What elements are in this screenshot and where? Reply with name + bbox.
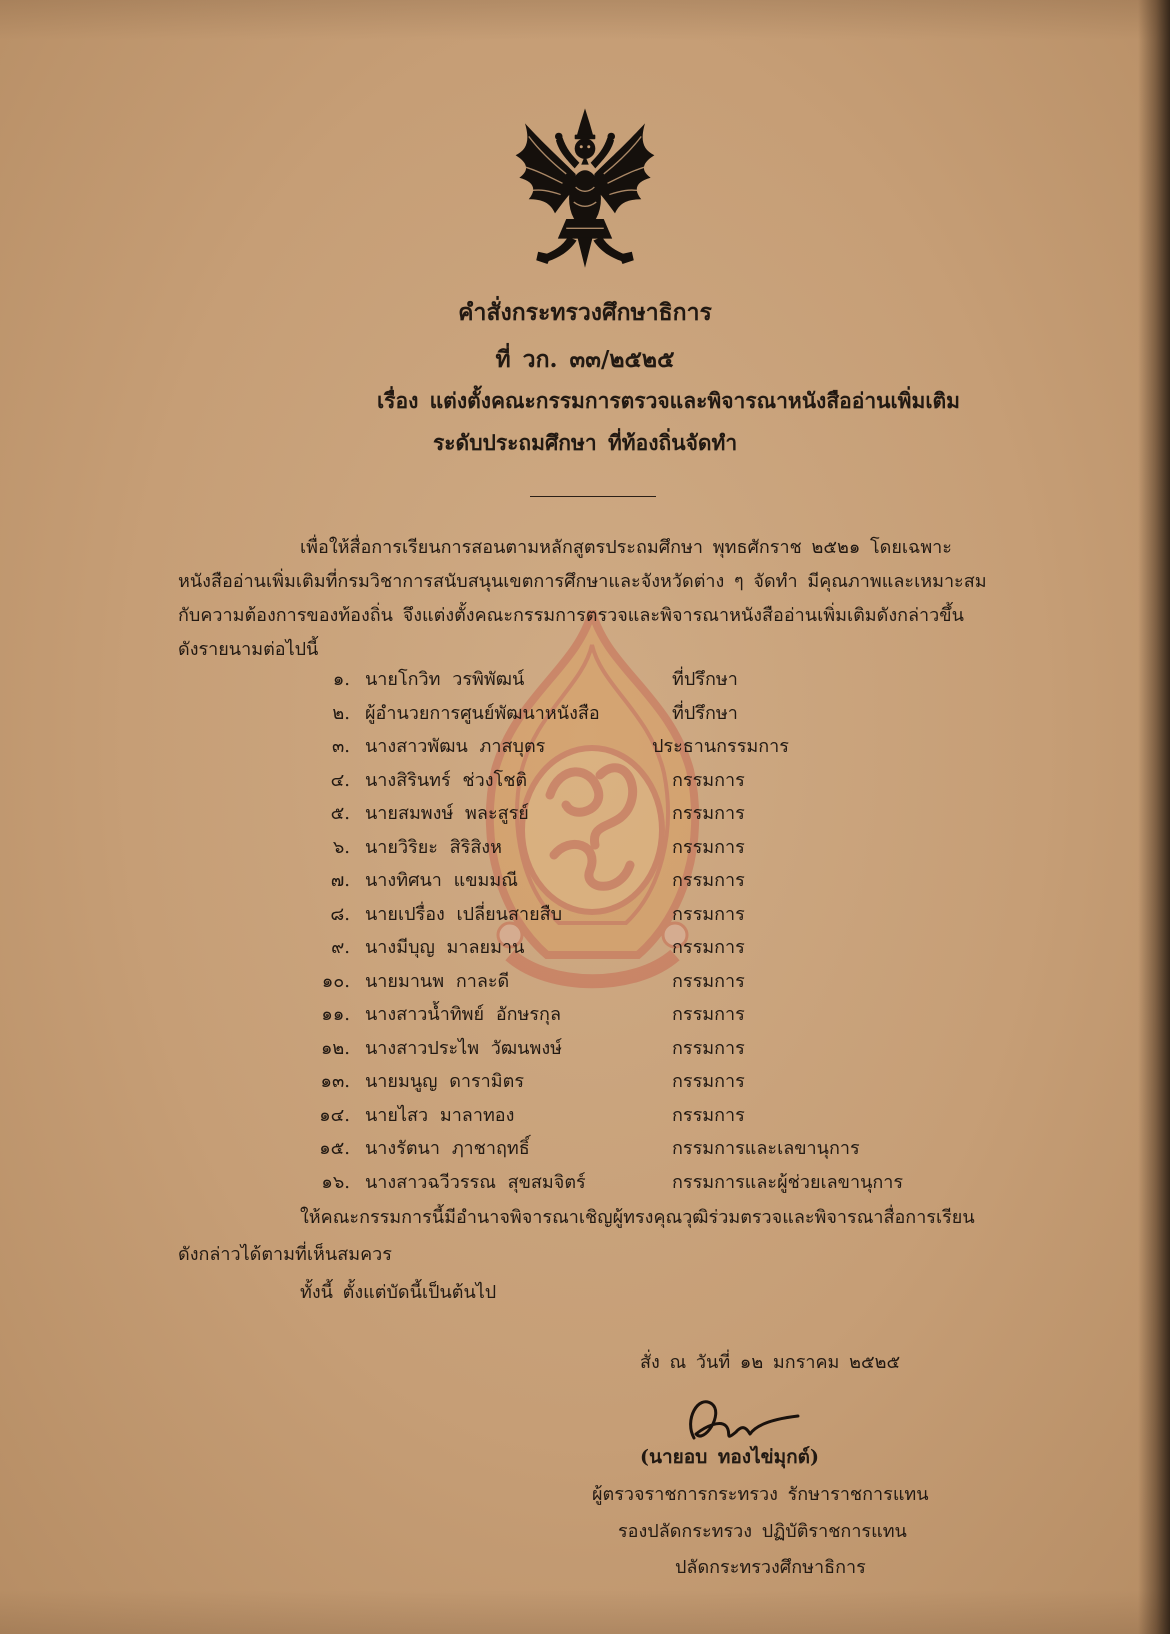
member-name: นางสาวฉวีวรรณ สุขสมจิตร์ bbox=[365, 1171, 586, 1193]
header-divider bbox=[530, 496, 656, 497]
subject-text-1: แต่งตั้งคณะกรรมการตรวจและพิจารณาหนังสืออ่านเพิ่มเติม bbox=[429, 388, 961, 413]
member-name: นางสาวน้ำทิพย์ อักษรกุล bbox=[365, 1004, 561, 1025]
signatory-title-2: รองปลัดกระทรวง ปฏิบัติราชการแทน bbox=[618, 1521, 907, 1542]
member-name: นางสิรินทร์ ช่วงโชติ bbox=[365, 769, 528, 791]
member-row bbox=[0, 900, 1170, 934]
closing-line-3: ทั้งนี้ ตั้งแต่บัดนี้เป็นต้นไป bbox=[300, 1282, 497, 1303]
member-name: นางสาวพัฒน ภาสบุตร bbox=[365, 736, 546, 757]
member-role: กรรมการ bbox=[672, 1104, 745, 1126]
member-number: ๑๕. bbox=[319, 1138, 350, 1159]
member-name: นายเปรื่อง เปลี่ยนสายสืบ bbox=[365, 903, 563, 925]
member-name: นางสาวประไพ วัฒนพงษ์ bbox=[365, 1037, 562, 1059]
member-role: กรรมการ bbox=[672, 769, 745, 791]
signatory-title-1: ผู้ตรวจราชการกระทรวง รักษาราชการแทน bbox=[592, 1484, 929, 1505]
closing-line-1: ให้คณะกรรมการนี้มีอำนาจพิจารณาเชิญผู้ทรงคุณวุฒิร่วมตรวจและพิจารณาสื่อการเรียน bbox=[300, 1207, 975, 1228]
member-role: กรรมการ bbox=[672, 836, 745, 858]
subject-line-1 bbox=[377, 386, 960, 416]
member-name: นายมานพ กาละดี bbox=[365, 970, 510, 992]
member-row bbox=[0, 732, 1170, 766]
member-row bbox=[0, 1168, 1170, 1202]
member-number: ๑๑. bbox=[321, 1004, 350, 1025]
member-row bbox=[0, 1067, 1170, 1101]
member-role: กรรมการ bbox=[672, 937, 745, 958]
member-row bbox=[0, 1000, 1170, 1034]
subject-line-2: ระดับประถมศึกษา ที่ท้องถิ่นจัดทำ bbox=[433, 430, 738, 455]
member-row bbox=[0, 833, 1170, 867]
intro-line-1: เพื่อให้สื่อการเรียนการสอนตามหลักสูตรประถมศึกษา พุทธศักราช ๒๕๒๑ โดยเฉพาะ bbox=[300, 537, 952, 558]
member-number: ๗. bbox=[330, 870, 350, 891]
intro-line-3: กับความต้องการของท้องถิ่น จึงแต่งตั้งคณะกรรมการตรวจและพิจารณาหนังสืออ่านเพิ่มเติมดังกล่าวขึ้น bbox=[178, 605, 964, 626]
member-number: ๕. bbox=[330, 803, 350, 824]
member-number: ๑๒. bbox=[320, 1037, 350, 1059]
intro-line-2: หนังสืออ่านเพิ่มเติมที่กรมวิชาการสนับสนุนเขตการศึกษาและจังหวัดต่าง ๆ จัดทำ มีคุณภาพและเหมาะสม bbox=[178, 571, 987, 592]
member-role: กรรมการ bbox=[672, 1071, 745, 1092]
order-number: ที่ วก. ๓๓/๒๕๒๕ bbox=[495, 346, 675, 373]
member-row bbox=[0, 866, 1170, 900]
signatory-name: (นายอบ ทองไข่มุกต์) bbox=[640, 1446, 819, 1468]
member-row bbox=[0, 1034, 1170, 1068]
member-role: กรรมการ bbox=[672, 903, 745, 925]
member-number: ๑๐. bbox=[321, 970, 350, 992]
member-number: ๒. bbox=[332, 702, 350, 724]
member-role: ประธานกรรมการ bbox=[652, 736, 789, 757]
document-title: คำสั่งกระทรวงศึกษาธิการ bbox=[458, 299, 712, 326]
member-name: นายวิริยะ สิริสิงห bbox=[365, 836, 502, 858]
member-name: นายไสว มาลาทอง bbox=[365, 1104, 515, 1126]
member-role: กรรมการ bbox=[672, 870, 745, 891]
member-number: ๑๓. bbox=[320, 1071, 350, 1092]
member-number: ๑. bbox=[332, 669, 350, 690]
member-name: นางรัตนา ฦาชาฤทธิ์ bbox=[365, 1138, 530, 1159]
member-number: ๑๔. bbox=[319, 1104, 350, 1126]
member-row bbox=[0, 967, 1170, 1001]
garuda-emblem-icon bbox=[510, 108, 660, 268]
member-role: ที่ปรึกษา bbox=[672, 669, 738, 690]
signatory-title-3: ปลัดกระทรวงศึกษาธิการ bbox=[675, 1557, 866, 1578]
member-role: ที่ปรึกษา bbox=[672, 702, 738, 724]
committee-member-list bbox=[0, 665, 1170, 1201]
member-number: ๘. bbox=[330, 903, 350, 925]
member-role: กรรมการ bbox=[672, 1037, 745, 1059]
member-role: กรรมการ bbox=[672, 1004, 745, 1025]
member-role: กรรมการ bbox=[672, 803, 745, 824]
member-number: ๖. bbox=[332, 836, 350, 858]
member-row bbox=[0, 699, 1170, 733]
member-role: กรรมการ bbox=[672, 970, 745, 992]
member-role: กรรมการและเลขานุการ bbox=[672, 1138, 860, 1159]
member-number: ๓. bbox=[331, 736, 350, 757]
member-row bbox=[0, 665, 1170, 699]
intro-line-4: ดังรายนามต่อไปนี้ bbox=[178, 639, 319, 660]
member-name: นางทิศนา แขมมณี bbox=[365, 870, 518, 891]
member-name: นางมีบุญ มาลยมาน bbox=[365, 937, 525, 958]
member-number: ๙. bbox=[331, 937, 350, 958]
member-role: กรรมการและผู้ช่วยเลขานุการ bbox=[672, 1171, 904, 1193]
member-number: ๔. bbox=[330, 769, 350, 791]
member-name: นายโกวิท วรพิพัฒน์ bbox=[365, 669, 525, 690]
member-row bbox=[0, 766, 1170, 800]
member-name: ผู้อำนวยการศูนย์พัฒนาหนังสือ bbox=[365, 702, 600, 724]
order-date: สั่ง ณ วันที่ ๑๒ มกราคม ๒๕๒๕ bbox=[640, 1352, 901, 1373]
member-row bbox=[0, 933, 1170, 967]
closing-line-2: ดังกล่าวได้ตามที่เห็นสมควร bbox=[178, 1244, 392, 1265]
member-row bbox=[0, 799, 1170, 833]
member-row bbox=[0, 1134, 1170, 1168]
subject-label: เรื่อง bbox=[377, 388, 419, 413]
member-row bbox=[0, 1101, 1170, 1135]
member-name: นายมนูญ ดารามิตร bbox=[365, 1071, 524, 1092]
member-number: ๑๖. bbox=[321, 1171, 350, 1193]
member-name: นายสมพงษ์ พละสูรย์ bbox=[365, 803, 529, 824]
